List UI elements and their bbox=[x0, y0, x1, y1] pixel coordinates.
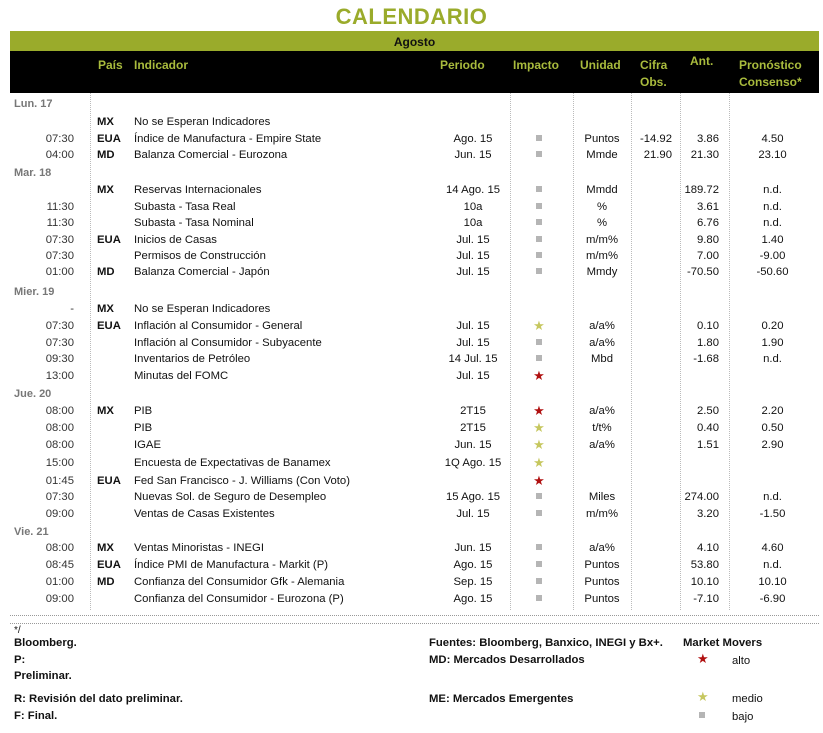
impact-cell bbox=[518, 506, 560, 522]
forecast-cell: 1.90 bbox=[761, 337, 784, 349]
forecast-cell: n.d. bbox=[763, 184, 782, 196]
unit-cell: a/a% bbox=[589, 337, 615, 349]
time-cell: 01:00 bbox=[45, 266, 74, 278]
low-impact-icon bbox=[536, 578, 542, 584]
day-label-row bbox=[0, 165, 823, 181]
impact-cell bbox=[518, 264, 560, 280]
country-cell: EUA bbox=[97, 475, 121, 487]
table-row bbox=[0, 591, 823, 607]
forecast-cell: 23.10 bbox=[758, 149, 787, 161]
country-cell: MX bbox=[97, 116, 114, 128]
low-impact-icon bbox=[536, 151, 542, 157]
indicator-cell: Nuevas Sol. de Seguro de Desempleo bbox=[134, 491, 327, 503]
indicator-cell: Balanza Comercial - Eurozona bbox=[134, 149, 288, 161]
day-label: Lun. 17 bbox=[14, 98, 53, 110]
impact-cell bbox=[518, 489, 560, 505]
impact-cell bbox=[518, 147, 560, 163]
forecast-cell: 2.20 bbox=[761, 405, 784, 417]
time-cell: 11:30 bbox=[46, 217, 74, 229]
forecast-cell: -50.60 bbox=[756, 266, 789, 278]
period-cell: Jun. 15 bbox=[454, 149, 492, 161]
table-row bbox=[0, 540, 823, 556]
table-row bbox=[0, 199, 823, 215]
table-row bbox=[0, 264, 823, 280]
day-label: Vie. 21 bbox=[14, 526, 49, 538]
period-cell: 2T15 bbox=[460, 405, 486, 417]
low-impact-icon bbox=[536, 510, 542, 516]
low-impact-icon bbox=[536, 252, 542, 258]
time-cell: 04:00 bbox=[45, 149, 74, 161]
country-cell: MD bbox=[97, 576, 115, 588]
footnote-p-label: P: bbox=[14, 654, 26, 666]
table-row bbox=[0, 131, 823, 147]
header-ant: Ant. bbox=[690, 54, 714, 68]
unit-cell: Puntos bbox=[584, 559, 620, 571]
previous-cell: -7.10 bbox=[693, 593, 719, 605]
impact-cell bbox=[518, 557, 560, 573]
country-cell: MX bbox=[97, 405, 114, 417]
forecast-cell: n.d. bbox=[763, 217, 782, 229]
forecast-cell: n.d. bbox=[763, 559, 782, 571]
medium-impact-star-icon: ★ bbox=[533, 420, 545, 435]
forecast-cell: -6.90 bbox=[759, 593, 786, 605]
indicator-cell: Confianza del Consumidor - Eurozona (P) bbox=[134, 593, 344, 605]
low-impact-icon bbox=[536, 236, 542, 242]
impact-cell bbox=[518, 199, 560, 215]
time-cell: 09:30 bbox=[45, 353, 74, 365]
header-periodo: Periodo bbox=[440, 58, 485, 72]
header-indicador: Indicador bbox=[134, 58, 189, 72]
time-cell: 07:30 bbox=[45, 320, 74, 332]
period-cell: Jun. 15 bbox=[454, 439, 492, 451]
impact-cell bbox=[518, 131, 560, 147]
legend-medium-icon: ★ bbox=[697, 689, 709, 704]
indicator-cell: No se Esperan Indicadores bbox=[134, 303, 271, 315]
period-cell: Jul. 15 bbox=[456, 320, 490, 332]
impact-cell bbox=[518, 420, 560, 437]
time-cell: 01:00 bbox=[45, 576, 74, 588]
time-cell: 08:45 bbox=[45, 559, 74, 571]
medium-impact-star-icon: ★ bbox=[533, 455, 545, 470]
low-impact-icon bbox=[536, 544, 542, 550]
low-impact-icon bbox=[536, 186, 542, 192]
time-cell: 07:30 bbox=[45, 491, 74, 503]
table-row bbox=[0, 215, 823, 231]
period-cell: Jun. 15 bbox=[454, 542, 492, 554]
forecast-cell: n.d. bbox=[763, 201, 782, 213]
previous-cell: -1.68 bbox=[693, 353, 719, 365]
impact-cell bbox=[518, 335, 560, 351]
impact-cell bbox=[518, 455, 560, 472]
unit-cell: Mmdd bbox=[586, 184, 618, 196]
table-row bbox=[0, 506, 823, 522]
table-row bbox=[0, 335, 823, 351]
footer-divider bbox=[10, 615, 819, 616]
indicator-cell: Índice de Manufactura - Empire State bbox=[134, 133, 322, 145]
forecast-cell: -1.50 bbox=[759, 508, 786, 520]
unit-cell: Puntos bbox=[584, 133, 620, 145]
table-row bbox=[0, 437, 823, 453]
period-cell: Jul. 15 bbox=[456, 508, 490, 520]
table-row bbox=[0, 473, 823, 489]
previous-cell: 0.40 bbox=[697, 422, 719, 434]
indicator-cell: IGAE bbox=[134, 439, 161, 451]
table-row bbox=[0, 420, 823, 436]
impact-cell bbox=[518, 403, 560, 420]
impact-cell bbox=[518, 591, 560, 607]
footnote-md: MD: Mercados Desarrollados bbox=[429, 654, 585, 666]
header-impacto: Impacto bbox=[513, 58, 560, 72]
indicator-cell: Índice PMI de Manufactura - Markit (P) bbox=[134, 559, 328, 571]
time-cell: 07:30 bbox=[45, 133, 74, 145]
low-impact-icon bbox=[536, 355, 542, 361]
country-cell: EUA bbox=[97, 133, 121, 145]
previous-cell: 3.20 bbox=[697, 508, 719, 520]
time-cell: 08:00 bbox=[45, 405, 74, 417]
impact-cell bbox=[518, 182, 560, 198]
period-cell: Ago. 15 bbox=[453, 133, 493, 145]
forecast-cell: n.d. bbox=[763, 491, 782, 503]
month-bar: Agosto bbox=[10, 31, 819, 51]
impact-cell bbox=[518, 574, 560, 590]
high-impact-star-icon: ★ bbox=[533, 403, 545, 418]
legend-high-icon: ★ bbox=[697, 651, 709, 666]
time-cell: 07:30 bbox=[45, 234, 74, 246]
indicator-cell: Permisos de Construcción bbox=[134, 250, 266, 262]
previous-cell: 10.10 bbox=[690, 576, 719, 588]
country-cell: MD bbox=[97, 149, 115, 161]
footnote-me: ME: Mercados Emergentes bbox=[429, 693, 574, 705]
unit-cell: m/m% bbox=[585, 250, 618, 262]
period-cell: Jul. 15 bbox=[456, 337, 490, 349]
impact-cell bbox=[518, 318, 560, 335]
forecast-cell: n.d. bbox=[763, 353, 782, 365]
footer-divider bbox=[10, 623, 819, 624]
impact-cell bbox=[518, 540, 560, 556]
country-cell: MX bbox=[97, 542, 114, 554]
previous-cell: 189.72 bbox=[684, 184, 719, 196]
country-cell: MX bbox=[97, 303, 114, 315]
indicator-cell: PIB bbox=[134, 405, 153, 417]
header-unidad: Unidad bbox=[580, 58, 621, 72]
table-row bbox=[0, 368, 823, 384]
table-header bbox=[10, 51, 819, 93]
footnote-fuentes: Fuentes: Bloomberg, Banxico, INEGI y Bx+. bbox=[429, 637, 663, 649]
forecast-cell: 0.20 bbox=[761, 320, 784, 332]
low-impact-icon bbox=[536, 268, 542, 274]
footnote-marker: */ bbox=[14, 625, 21, 636]
table-row bbox=[0, 114, 823, 130]
previous-cell: 21.30 bbox=[690, 149, 719, 161]
time-cell: - bbox=[70, 303, 74, 315]
unit-cell: Mmdy bbox=[586, 266, 618, 278]
time-cell: 09:00 bbox=[45, 593, 74, 605]
period-cell: Jul. 15 bbox=[456, 266, 490, 278]
time-cell: 09:00 bbox=[45, 508, 74, 520]
previous-cell: 274.00 bbox=[684, 491, 719, 503]
day-label-row bbox=[0, 386, 823, 402]
time-cell: 08:00 bbox=[45, 422, 74, 434]
indicator-cell: Fed San Francisco - J. Williams (Con Voto) bbox=[134, 475, 350, 487]
period-cell: 1Q Ago. 15 bbox=[444, 457, 502, 469]
day-label: Mar. 18 bbox=[14, 167, 52, 179]
previous-cell: 7.00 bbox=[697, 250, 719, 262]
impact-cell bbox=[518, 473, 560, 490]
impact-cell bbox=[518, 437, 560, 454]
table-row bbox=[0, 318, 823, 334]
forecast-cell: 4.50 bbox=[761, 133, 784, 145]
low-impact-icon bbox=[536, 135, 542, 141]
unit-cell: Mmde bbox=[586, 149, 618, 161]
time-cell: 15:00 bbox=[45, 457, 74, 469]
page-title: CALENDARIO bbox=[335, 4, 488, 29]
time-cell: 07:30 bbox=[45, 337, 74, 349]
previous-cell: 1.80 bbox=[697, 337, 719, 349]
time-cell: 11:30 bbox=[46, 201, 74, 213]
legend-high-label: alto bbox=[732, 655, 751, 667]
previous-cell: 1.51 bbox=[697, 439, 719, 451]
indicator-cell: Subasta - Tasa Nominal bbox=[134, 217, 254, 229]
time-cell: 01:45 bbox=[45, 475, 74, 487]
period-cell: Ago. 15 bbox=[453, 559, 493, 571]
indicator-cell: Confianza del Consumidor Gfk - Alemania bbox=[134, 576, 345, 588]
impact-cell bbox=[518, 248, 560, 264]
table-row bbox=[0, 248, 823, 264]
country-cell: EUA bbox=[97, 320, 121, 332]
indicator-cell: No se Esperan Indicadores bbox=[134, 116, 271, 128]
footnote-final: F: Final. bbox=[14, 710, 58, 722]
low-impact-icon bbox=[536, 561, 542, 567]
period-cell: Jul. 15 bbox=[456, 370, 490, 382]
header-cifra: Cifra bbox=[640, 58, 668, 72]
table-row bbox=[0, 455, 823, 471]
period-cell: Jul. 15 bbox=[456, 250, 490, 262]
unit-cell: Miles bbox=[588, 491, 616, 503]
unit-cell: a/a% bbox=[589, 439, 615, 451]
indicator-cell: Minutas del FOMC bbox=[134, 370, 229, 382]
footnote-preliminar: Preliminar. bbox=[14, 670, 72, 682]
previous-cell: 53.80 bbox=[690, 559, 719, 571]
legend-low-icon bbox=[699, 709, 705, 724]
unit-cell: Puntos bbox=[584, 593, 620, 605]
country-cell: MX bbox=[97, 184, 114, 196]
indicator-cell: Inventarios de Petróleo bbox=[134, 353, 251, 365]
unit-cell: a/a% bbox=[589, 542, 615, 554]
impact-cell bbox=[518, 232, 560, 248]
forecast-cell: 0.50 bbox=[761, 422, 784, 434]
previous-cell: 4.10 bbox=[697, 542, 719, 554]
day-label-row bbox=[0, 284, 823, 300]
legend-medium-label: medio bbox=[732, 693, 763, 705]
table-row bbox=[0, 147, 823, 163]
table-row bbox=[0, 557, 823, 573]
previous-cell: -70.50 bbox=[686, 266, 719, 278]
unit-cell: Puntos bbox=[584, 576, 620, 588]
day-label: Mier. 19 bbox=[14, 286, 55, 298]
indicator-cell: Inicios de Casas bbox=[134, 234, 217, 246]
medium-impact-star-icon: ★ bbox=[533, 318, 545, 333]
day-label-row bbox=[0, 96, 823, 112]
time-cell: 13:00 bbox=[45, 370, 74, 382]
table-row bbox=[0, 403, 823, 419]
observed-cell: -14.92 bbox=[639, 133, 672, 145]
forecast-cell: 2.90 bbox=[761, 439, 784, 451]
previous-cell: 3.61 bbox=[697, 201, 719, 213]
impact-cell bbox=[518, 368, 560, 385]
indicator-cell: Reservas Internacionales bbox=[134, 184, 262, 196]
previous-cell: 2.50 bbox=[697, 405, 719, 417]
header-obs: Obs. bbox=[640, 75, 667, 89]
indicator-cell: PIB bbox=[134, 422, 153, 434]
time-cell: 08:00 bbox=[45, 439, 74, 451]
indicator-cell: Ventas Minoristas - INEGI bbox=[134, 542, 264, 554]
period-cell: 2T15 bbox=[460, 422, 486, 434]
indicator-cell: Inflación al Consumidor - Subyacente bbox=[134, 337, 322, 349]
unit-cell: a/a% bbox=[589, 320, 615, 332]
table-row bbox=[0, 489, 823, 505]
forecast-cell: 4.60 bbox=[761, 542, 784, 554]
unit-cell: a/a% bbox=[589, 405, 615, 417]
period-cell: 15 Ago. 15 bbox=[445, 491, 501, 503]
period-cell: 14 Ago. 15 bbox=[445, 184, 501, 196]
footnote-revision: R: Revisión del dato preliminar. bbox=[14, 693, 183, 705]
table-row bbox=[0, 351, 823, 367]
low-impact-icon bbox=[536, 339, 542, 345]
day-label: Jue. 20 bbox=[14, 388, 52, 400]
period-cell: 10a bbox=[463, 201, 483, 213]
indicator-cell: Subasta - Tasa Real bbox=[134, 201, 236, 213]
low-impact-icon bbox=[536, 595, 542, 601]
period-cell: Sep. 15 bbox=[453, 576, 493, 588]
country-cell: EUA bbox=[97, 234, 121, 246]
table-row bbox=[0, 232, 823, 248]
table-row bbox=[0, 301, 823, 317]
low-impact-icon bbox=[536, 203, 542, 209]
unit-cell: Mbd bbox=[591, 353, 613, 365]
day-label-row bbox=[0, 524, 823, 540]
country-cell: EUA bbox=[97, 559, 121, 571]
medium-impact-star-icon: ★ bbox=[533, 437, 545, 452]
unit-cell: t/t% bbox=[592, 422, 612, 434]
header-pronostico: Pronóstico bbox=[739, 58, 802, 72]
previous-cell: 9.80 bbox=[697, 234, 719, 246]
indicator-cell: Encuesta de Expectativas de Banamex bbox=[134, 457, 331, 469]
header-pais: País bbox=[98, 58, 123, 72]
previous-cell: 6.76 bbox=[697, 217, 719, 229]
impact-cell bbox=[518, 215, 560, 231]
indicator-cell: Inflación al Consumidor - General bbox=[134, 320, 303, 332]
unit-cell: m/m% bbox=[585, 508, 618, 520]
observed-cell: 21.90 bbox=[643, 149, 672, 161]
period-cell: Jul. 15 bbox=[456, 234, 490, 246]
forecast-cell: 10.10 bbox=[758, 576, 787, 588]
time-cell: 07:30 bbox=[45, 250, 74, 262]
previous-cell: 0.10 bbox=[697, 320, 719, 332]
table-row bbox=[0, 574, 823, 590]
unit-cell: % bbox=[596, 201, 608, 213]
forecast-cell: -9.00 bbox=[759, 250, 786, 262]
indicator-cell: Ventas de Casas Existentes bbox=[134, 508, 275, 520]
high-impact-star-icon: ★ bbox=[533, 473, 545, 488]
legend-title: Market Movers bbox=[683, 637, 763, 649]
period-cell: Ago. 15 bbox=[453, 593, 493, 605]
period-cell: 14 Jul. 15 bbox=[448, 353, 498, 365]
time-cell: 08:00 bbox=[45, 542, 74, 554]
unit-cell: m/m% bbox=[585, 234, 618, 246]
low-impact-icon bbox=[536, 219, 542, 225]
country-cell: MD bbox=[97, 266, 115, 278]
high-impact-star-icon: ★ bbox=[533, 368, 545, 383]
header-consenso: Consenso* bbox=[739, 75, 802, 89]
table-row bbox=[0, 182, 823, 198]
unit-cell: % bbox=[596, 217, 608, 229]
low-impact-icon bbox=[536, 493, 542, 499]
previous-cell: 3.86 bbox=[697, 133, 719, 145]
footnote-bloomberg: Bloomberg. bbox=[14, 637, 77, 649]
forecast-cell: 1.40 bbox=[761, 234, 784, 246]
indicator-cell: Balanza Comercial - Japón bbox=[134, 266, 270, 278]
impact-cell bbox=[518, 351, 560, 367]
legend-low-label: bajo bbox=[732, 711, 754, 723]
period-cell: 10a bbox=[463, 217, 483, 229]
